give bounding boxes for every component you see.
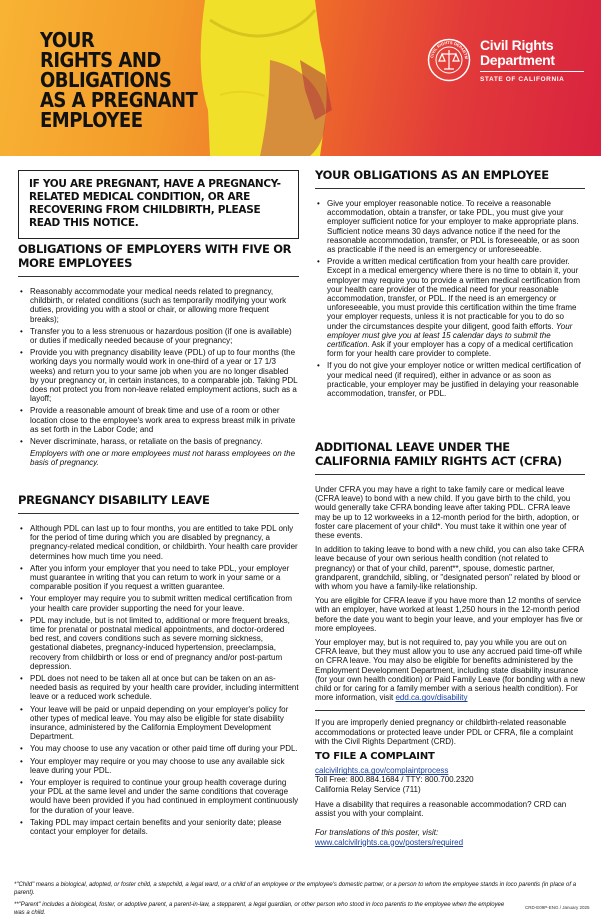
- harassment-note: Employers with one or more employees must not harass employees on the basis of pregnancy.: [30, 449, 296, 468]
- footnote-child: *"Child" means a biological, adopted, or foster child, a stepchild, a legal ward, or a child of an employee or the employee's domestic partner, or a person to whom the employee stands in loco parentis (in place of a parent).: [14, 882, 577, 896]
- list-item: • After you inform your employer that you need to take PDL, your employer must guarantee in writing that you can return to work in your same or a comparable position if you request a written guarantee.: [18, 564, 299, 592]
- relay-service: California Relay Service (711): [315, 784, 421, 794]
- disability-accommodation-text: Have a disability that requires a reasonable accommodation? CRD can assist you with your complaint.: [315, 799, 567, 819]
- list-item: • Provide a written medical certification from your health care provider. Except in a medical emergency where there is no time to obtain it, your employer may require you to provide a written medical certification from your health care provider of the medical need for your reasonable accommodation, transfer, or PDL. If the need is an emergency or unforeseeable, you must provide this certification within the time frame your employer requests, unless it is not practicable for you to do so under the circumstances despite your diligent, good faith efforts. Your employer must give you at least 15 calendar days to submit the certification. Ask if your employer has a copy of a medical certification form for your health care provider to complete.: [315, 257, 585, 358]
- pdl-section: [18, 493, 299, 839]
- pdl-list: [18, 524, 299, 836]
- list-item: • Never discriminate, harass, or retaliate on the basis of pregnancy.: [18, 437, 299, 446]
- translations-text: For translations of this poster, visit:: [315, 828, 439, 838]
- certification-deadline: Your employer must give you at least 15 calendar days to submit the certification.: [327, 321, 573, 350]
- employee-obligations-section: [315, 168, 585, 401]
- list-item: • Reasonably accommodate your medical needs related to pregnancy, childbirth, or related conditions (such as temporarily modifying your work duties, providing you with a stool or chair, or allowing more frequent breaks);: [18, 287, 299, 324]
- state-label: STATE OF CALIFORNIA: [480, 76, 565, 83]
- section-title: ADDITIONAL LEAVE UNDER THE CALIFORNIA FAMILY RIGHTS ACT (CFRA): [315, 440, 585, 475]
- employee-obligations-list: [315, 199, 585, 398]
- list-item: • Your employer may require you to submit written medical certification from your health care provider supporting the need for your leave.: [18, 594, 299, 612]
- list-item: • Give your employer reasonable notice. To receive a reasonable accommodation, obtain a transfer, or take PDL, you must give your employer sufficient notice for your employer to make appropriate plans. Sufficient notice means 30 days advance notice if the need for the reasonable accommodation, transfer, or PDL is foreseeable, or as soon as practicable if the need is an emergency or unforeseeable.: [315, 199, 585, 254]
- poster-title: YOUR RIGHTS AND OBLIGATIONS AS A PREGNANT EMPLOYEE: [40, 28, 198, 132]
- list-item: • Your employer may require or you may choose to use any available sick leave during your PDL.: [18, 757, 299, 775]
- employer-obligations-section: [18, 242, 299, 468]
- svg-text:CIVIL RIGHTS DEPARTMENT: CIVIL RIGHTS DEPARTM: [429, 39, 470, 60]
- cfra-paragraph: Under CFRA you may have a right to take family care or medical leave (CFRA leave) to bond with a new child. If you gave birth to the child, you would generally take CFRA bonding leave after taking PDL. CFRA leave may be up to 12 workweeks in a 12-month period for the birth, adoption, or foster care placement of your child*. You must take it within one year of these events.: [315, 485, 580, 541]
- list-item: • If you do not give your employer notice or written medical certification of your medical need (if required), either in advance or as soon as practicable, your employer may be justified in delaying your reasonable accommodation, transfer, or PDL.: [315, 361, 585, 398]
- complaint-intro: If you are improperly denied pregnancy or childbirth-related reasonable accommodations or protected leave under PDL or CFRA, file a complaint with the Civil Rights Department (CRD).: [315, 718, 574, 746]
- crd-seal-logo: [427, 38, 471, 82]
- edd-disability-link[interactable]: edd.ca.gov/disability: [395, 693, 468, 703]
- list-item: • You may choose to use any vacation or other paid time off during your PDL.: [18, 744, 299, 753]
- intro-box: IF YOU ARE PREGNANT, HAVE A PREGNANCY-RELATED MEDICAL CONDITION, OR ARE RECOVERING FROM CHILDBIRTH, PLEASE READ THIS NOTICE.: [18, 170, 299, 239]
- list-item: • Although PDL can last up to four months, you are entitled to take PDL only for the period of time during which you are disabled by pregnancy, a pregnancy-related medical condition, or childbirth. Your health care provider determines how much time you need.: [18, 524, 299, 561]
- list-item: • Transfer you to a less strenuous or hazardous position (if one is available) or duties if medically needed because of your pregnancy;: [18, 327, 299, 345]
- phone-numbers: Toll Free: 800.884.1684 / TTY: 800.700.2320: [315, 775, 474, 785]
- employer-obligations-list: [18, 287, 299, 446]
- file-complaint-heading: TO FILE A COMPLAINT: [315, 751, 435, 763]
- complaint-process-link[interactable]: calcivilrights.ca.gov/complaintprocess: [315, 766, 449, 776]
- section-title: YOUR OBLIGATIONS AS AN EMPLOYEE: [315, 168, 585, 189]
- department-name: Civil Rights Department STATE OF CALIFORNIA: [480, 38, 584, 84]
- list-item: • Your leave will be paid or unpaid depending on your employer's policy for other types of medical leave. You may also be eligible for state disability insurance, administered by the California Employment Development Department.: [18, 705, 299, 742]
- section-title: PREGNANCY DISABILITY LEAVE: [18, 493, 299, 514]
- posters-link[interactable]: www.calcivilrights.ca.gov/posters/required: [315, 837, 464, 847]
- list-item: • PDL does not need to be taken all at once but can be taken on an as-needed basis as required by your health care provider, including intermittent leave or a reduced work schedule.: [18, 674, 299, 702]
- cfra-paragraph: Your employer may, but is not required to, pay you while you are out on CFRA leave, but they must allow you to use any accrued paid time-off while on CFRA leave. You may also be eligible for benefits administered by the Employment Development Department, including state disability insurance (for your own health condition) or Paid Family Leave (for bonding with a new child or for caring for a family member with a serious health condition). For more information, visit edd.ca.gov/disability: [315, 638, 585, 703]
- list-item: • Provide a reasonable amount of break time and use of a room or other location close to the employee's work area to express breast milk in private as set forth in the Labor Code; and: [18, 406, 299, 434]
- list-item: • Taking PDL may impact certain benefits and your seniority date; please contact your employer for details.: [18, 818, 299, 836]
- list-item: • Your employer is required to continue your group health coverage during your PDL at the same level and under the same conditions that coverage would have been provided if you had continued in employment continuously for the duration of your leave.: [18, 778, 299, 815]
- footnote-parent: **"Parent" includes a biological, foster, or adoptive parent, a parent-in-law, a stepparent, a legal guardian, or other person who stood in loco parentis to the employee when the employee was a child.: [14, 902, 505, 916]
- cfra-section: [315, 440, 585, 847]
- hero-banner: [0, 0, 601, 156]
- form-code: CRD-E09P-ENG / January 2025: [525, 905, 590, 910]
- list-item: • PDL may include, but is not limited to, additional or more frequent breaks, time for prenatal or postnatal medical appointments, and doctor-ordered bed rest, and covers conditions such as severe morning sickness, gestational diabetes, pregnancy-induced hypertension, preeclampsia, recovery from childbirth or loss or end of pregnancy and/or post-partum depression.: [18, 616, 299, 671]
- section-title: OBLIGATIONS OF EMPLOYERS WITH FIVE OR MORE EMPLOYEES: [18, 242, 299, 277]
- cfra-paragraph: In addition to taking leave to bond with a new child, you can also take CFRA leave because of your own serious health condition (not related to pregnancy) or that of your child, parent**, spouse, domestic partner, grandparent, grandchild, sibling, or "designated person" related by blood or with whom you have a family-like relationship.: [315, 545, 584, 592]
- cfra-paragraph: You are eligible for CFRA leave if you have more than 12 months of service with an employer, have worked at least 1,250 hours in the 12-month period before the date you want to begin your leave, and your employer has five or more employees.: [315, 596, 583, 633]
- list-item: • Provide you with pregnancy disability leave (PDL) of up to four months (the working days you normally would work in one-third of a year or 17 1/3 weeks) and return you to your same job when you are no longer disabled by your pregnancy or, in certain instances, to a comparable job. Taking PDL does not protect you from non-leave related employment actions, such as a layoff;: [18, 348, 299, 403]
